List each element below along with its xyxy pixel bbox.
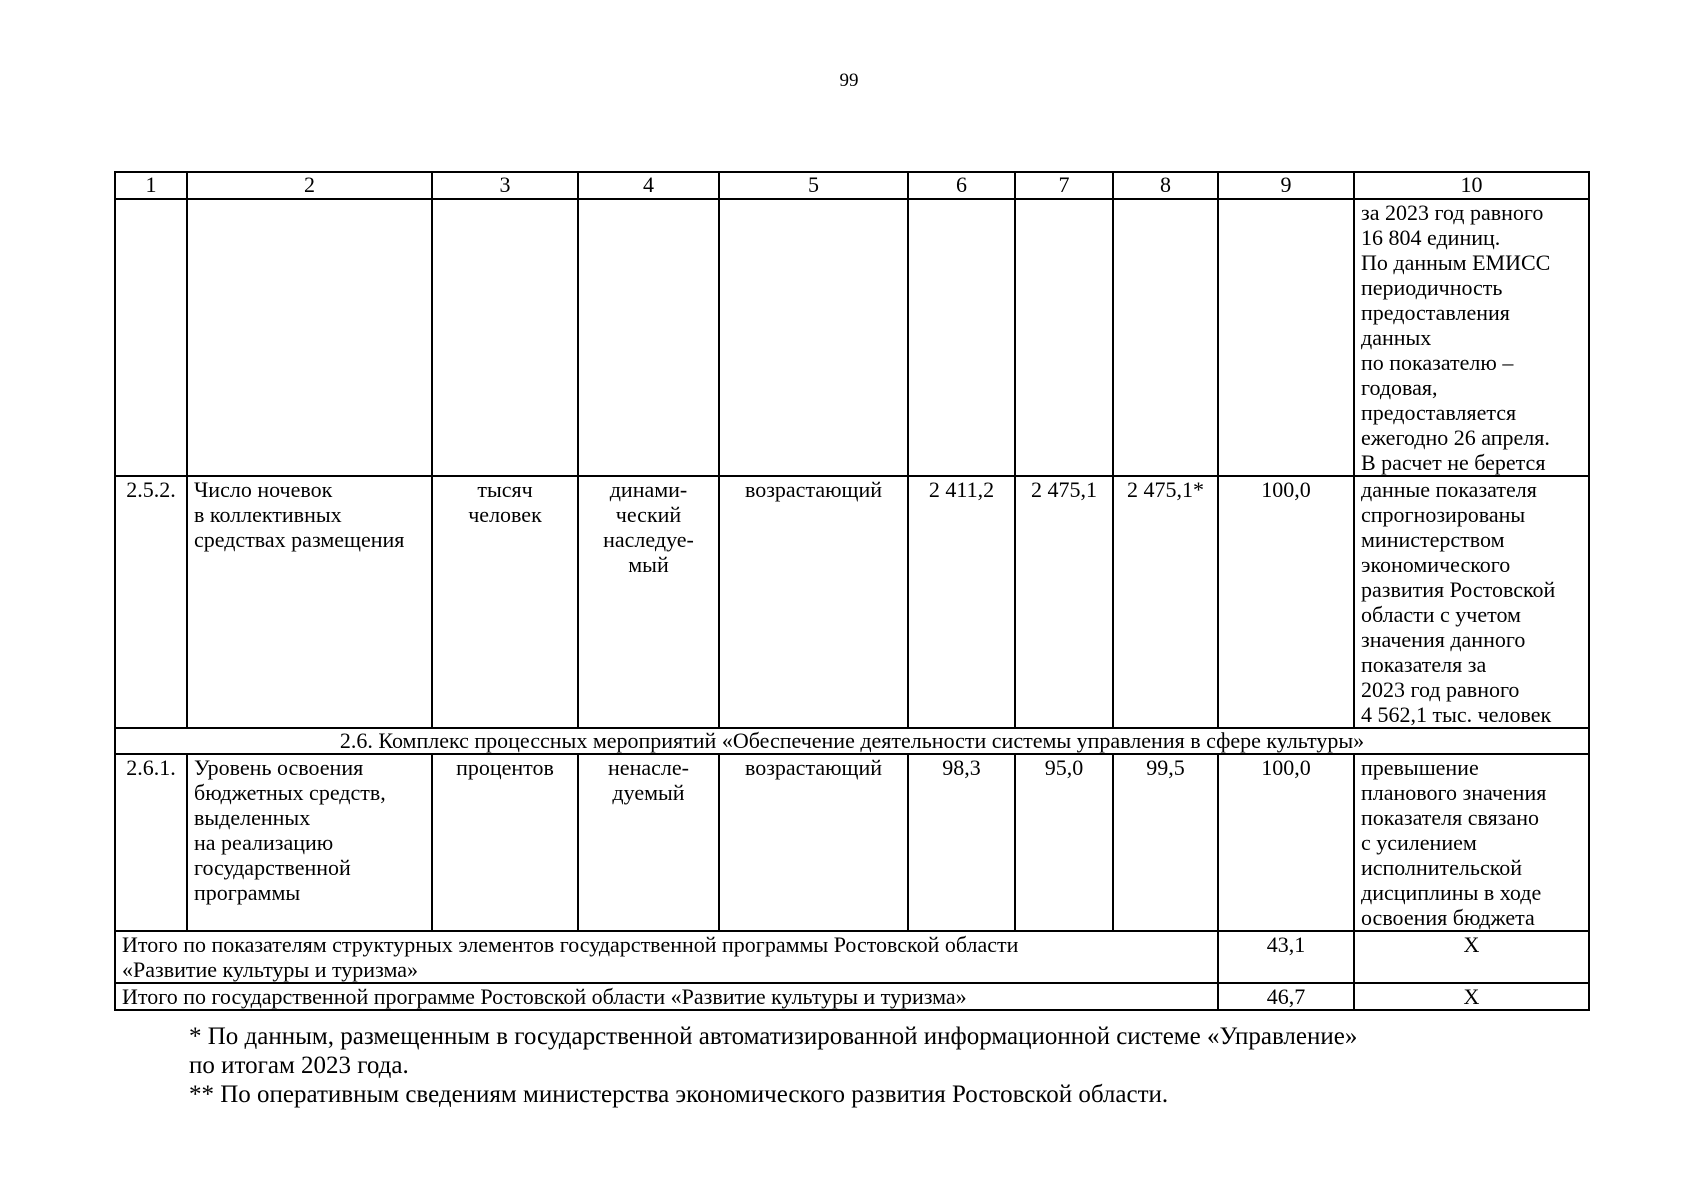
- col-header-1: 1: [115, 172, 187, 199]
- value-col6: 98,3: [908, 754, 1015, 931]
- row-number: 2.5.2.: [115, 476, 187, 728]
- col-header-4: 4: [578, 172, 719, 199]
- indicator-name: Число ночевок в коллективных средствах размещения: [187, 476, 432, 728]
- section-row: [115, 728, 1589, 754]
- col-header-8: 8: [1113, 172, 1218, 199]
- explanation-note: данные показателя спрогнозированы министерством экономического развития Ростовской области с учетом значения данного показателя за 2023 год равного 4 562,1 тыс. человек: [1354, 476, 1589, 728]
- total-structural-label: Итого по показателям структурных элементов государственной программы Ростовской области «Развитие культуры и туризма»: [115, 931, 1218, 983]
- table-row: [115, 754, 1589, 931]
- total-structural-value: 43,1: [1218, 931, 1354, 983]
- total-structural-row: [115, 931, 1589, 983]
- unit-of-measure: тысяч человек: [432, 476, 578, 728]
- footnote-1: * По данным, размещенным в государственной автоматизированной информационной системе «Управление» по итогам 2023 года.: [189, 1023, 1358, 1079]
- col-header-10: 10: [1354, 172, 1589, 199]
- total-structural-mark: Х: [1354, 931, 1589, 983]
- col-header-7: 7: [1015, 172, 1113, 199]
- total-program-row: [115, 983, 1589, 1010]
- footnotes: [189, 1022, 1589, 1109]
- indicator-type: динами- ческий наследуе- мый: [578, 476, 719, 728]
- indicator-direction: возрастающий: [719, 754, 908, 931]
- value-col8: 99,5: [1113, 754, 1218, 931]
- col-header-9: 9: [1218, 172, 1354, 199]
- value-col9: 100,0: [1218, 476, 1354, 728]
- col-header-6: 6: [908, 172, 1015, 199]
- value-col7: 95,0: [1015, 754, 1113, 931]
- value-col9: 100,0: [1218, 754, 1354, 931]
- value-col7: 2 475,1: [1015, 476, 1113, 728]
- unit-of-measure: процентов: [432, 754, 578, 931]
- indicator-name: Уровень освоения бюджетных средств, выделенных на реализацию государственной программы: [187, 754, 432, 931]
- col-header-2: 2: [187, 172, 432, 199]
- indicator-direction: возрастающий: [719, 476, 908, 728]
- col-header-5: 5: [719, 172, 908, 199]
- value-col8: 2 475,1*: [1113, 476, 1218, 728]
- total-program-label: Итого по государственной программе Ростовской области «Развитие культуры и туризма»: [115, 983, 1218, 1010]
- continuation-note: за 2023 год равного 16 804 единиц. По данным ЕМИСС периодичность предоставления данных по показателю – годовая, предоставляется ежегодно 26 апреля. В расчет не берется: [1354, 199, 1589, 476]
- total-program-mark: Х: [1354, 983, 1589, 1010]
- row-number: 2.6.1.: [115, 754, 187, 931]
- total-program-value: 46,7: [1218, 983, 1354, 1010]
- table-row: [115, 476, 1589, 728]
- explanation-note: превышение планового значения показателя связано с усилением исполнительской дисциплины в ходе освоения бюджета: [1354, 754, 1589, 931]
- footnote-2: ** По оперативным сведениям министерства экономического развития Ростовской области.: [189, 1081, 1169, 1108]
- indicators-table: [114, 171, 1590, 1011]
- value-col6: 2 411,2: [908, 476, 1015, 728]
- column-number-row: [115, 172, 1589, 199]
- continuation-row: [115, 199, 1589, 476]
- page-number: 99: [839, 70, 859, 91]
- indicator-type: ненасле- дуемый: [578, 754, 719, 931]
- section-title: 2.6. Комплекс процессных мероприятий «Обеспечение деятельности системы управления в сфере культуры»: [115, 728, 1589, 754]
- col-header-3: 3: [432, 172, 578, 199]
